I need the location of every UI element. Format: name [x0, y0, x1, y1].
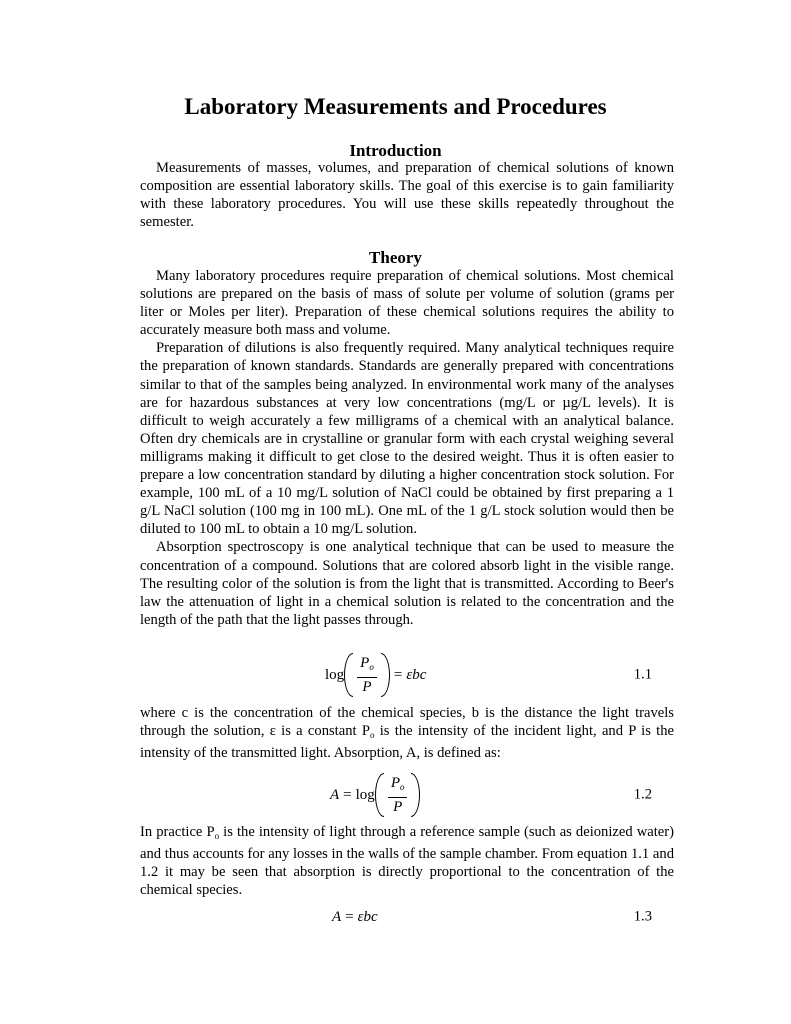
fraction-numerator — [357, 655, 377, 678]
theory-paragraph-3: Absorption spectroscopy is one analytical technique that can be used to measure the concentration of a compound. Solutions that are colored absorb light in the visible range. The resulting color of the solution is from the light that is transmitted. According to Beer's law the attenuation of light in a chemical solution is related to the concentration and the length of the path that the light passes through. — [140, 539, 674, 628]
log-operator: log — [325, 666, 345, 683]
after-equation-2-text — [140, 823, 674, 899]
after-equation-2-paragraph — [140, 823, 674, 899]
text-segment: is the intensity of the incident light, and P is the intensity of the transmitted light. Absorption, A, is defined as: — [140, 723, 674, 762]
fraction-denominator: P — [393, 798, 403, 815]
after-equation-1-text — [140, 704, 674, 762]
numerator-subscript: o — [369, 661, 374, 672]
text-segment: In practice P — [140, 824, 215, 840]
theory-paragraph-1: Many laboratory procedures require preparation of chemical solutions. Most chemical solutions are prepared on the basis of mass of solute per volume of solution (grams per liter or Moles per liter). Preparation of these chemical solutions requires the ability to accurately measure both mass and volume. — [140, 268, 674, 339]
numerator-symbol: P — [390, 774, 400, 791]
equals-sign: = — [345, 908, 354, 925]
equation-1-1 — [140, 650, 674, 700]
equation-rhs: εbc — [406, 666, 427, 683]
right-paren — [381, 653, 390, 697]
theory-heading: Theory — [369, 248, 422, 267]
subscript: o — [369, 730, 375, 741]
left-paren — [344, 653, 353, 697]
equation-rhs: εbc — [357, 908, 378, 925]
equals-sign: = — [343, 786, 352, 803]
fraction-numerator — [388, 775, 408, 798]
after-equation-1-paragraph — [140, 704, 674, 762]
fraction — [357, 655, 377, 696]
text-segment: is the intensity of light through a reference sample (such as deionized water) and thus accounts for any losses in the walls of the sample chamber. From equation 1.1 and 1.2 it may be seen that absorption is directly proportional to the concentration of the chemical species. — [140, 824, 674, 899]
fraction-denominator: P — [362, 678, 372, 695]
equation-1-2 — [140, 770, 674, 820]
text-segment: where c is the concentration of the chemical species, b is the distance the light travels through the solution, ε is a constant P — [140, 705, 674, 740]
theory-body — [140, 267, 674, 629]
equation-lhs: A — [332, 908, 342, 925]
equation-lhs: A — [330, 786, 340, 803]
numerator-subscript: o — [399, 781, 405, 792]
equation-number: 1.1 — [633, 666, 652, 683]
left-paren — [375, 773, 384, 817]
subscript: o — [214, 831, 220, 841]
introduction-heading: Introduction — [349, 141, 442, 160]
equation-number: 1.2 — [633, 786, 652, 803]
page-title: Laboratory Measurements and Procedures — [184, 94, 607, 119]
right-paren — [411, 773, 420, 817]
introduction-body — [140, 159, 674, 231]
introduction-paragraph: Measurements of masses, volumes, and preparation of chemical solutions of known composition are essential laboratory skills. The goal of this exercise is to gain familiarity with these laboratory procedures. You will use these skills repeatedly throughout the semester. — [140, 160, 674, 231]
fraction — [388, 775, 408, 816]
equation-number: 1.3 — [633, 908, 652, 925]
equation-1-3 — [140, 905, 674, 929]
equals-sign: = — [393, 666, 403, 683]
theory-paragraph-2: Preparation of dilutions is also frequently required. Many analytical techniques require the preparation of known standards. Standards are generally prepared with concentrations similar to that of the samples being analyzed. In environmental work many of the analyses are for hazardous substances at very low concentrations (mg/L or µg/L levels). It is difficult to weigh accurately a few milligrams of a chemical with an analytical balance. Often dry chemicals are in crystalline or granular form with each crystal weighing several milligrams making it difficult to get close to the desired weight. Thus it is often easier to prepare a low concentration standard by diluting a higher concentration stock solution. For example, 100 mL of a 10 mg/L solution of NaCl could be obtained by first preparing a 1 g/L NaCl solution (100 mg in 100 mL). One mL of the 1 g/L stock solution would then be diluted to 100 mL to obtain a 10 mg/L solution. — [140, 340, 674, 538]
numerator-symbol: P — [360, 654, 370, 671]
log-operator: log — [355, 786, 375, 803]
